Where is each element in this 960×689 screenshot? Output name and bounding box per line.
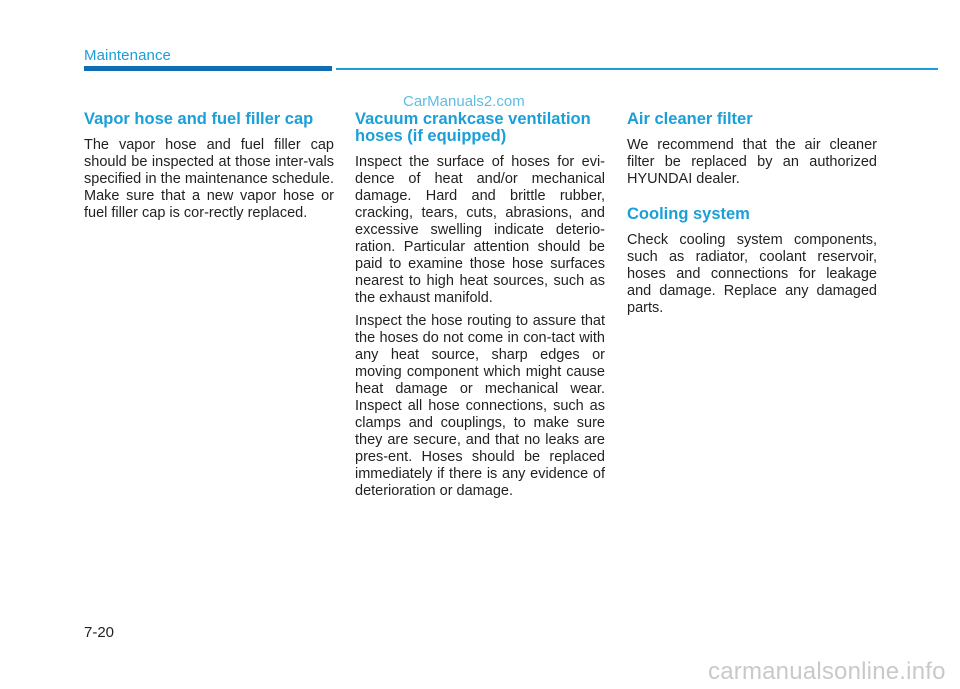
heading-air-cleaner: Air cleaner filter xyxy=(627,110,753,128)
header-rule-thin xyxy=(336,68,938,70)
paragraph-crankcase-2: Inspect the hose routing to assure that the hoses do not come in con-tact with any heat source, sharp edges or moving component which might cause heat damage or mechanical wear. Inspect all hose connections, such as clamps and couplings, to make sure they are secure, and that no leaks are pres-ent. Hoses should be replaced immediately if there is any evidence of deterioration or damage. xyxy=(355,313,605,499)
watermark-top: CarManuals2.com xyxy=(403,93,525,110)
header-rule-thick xyxy=(84,66,332,71)
heading-vapor-hose: Vapor hose and fuel filler cap xyxy=(84,110,314,128)
paragraph-vapor-hose: The vapor hose and fuel filler cap should be inspected at those inter-vals specified in the maintenance schedule. Make sure that a new vapor hose or fuel filler cap is cor-rectly replaced. xyxy=(84,137,334,221)
heading-crankcase-ventilation: Vacuum crankcase ventilation hoses (if equipped) xyxy=(355,110,591,145)
section-title: Maintenance xyxy=(84,47,171,64)
column-air-cooling xyxy=(627,111,877,323)
column-vapor-hose xyxy=(84,111,334,228)
column-crankcase-ventilation xyxy=(355,111,605,506)
paragraph-crankcase-1: Inspect the surface of hoses for evi-dence of heat and/or mechanical damage. Hard and brittle rubber, cracking, tears, cuts, abrasions, and excessive swelling indicate deterio-ration. Particular attention should be paid to examine those hose surfaces nearest to high heat sources, such as the exhaust manifold. xyxy=(355,154,605,306)
paragraph-cooling-system: Check cooling system components, such as radiator, coolant reservoir, hoses and connections for leakage and damage. Replace any damaged parts. xyxy=(627,232,877,316)
paragraph-air-cleaner: We recommend that the air cleaner filter be replaced by an authorized HYUNDAI dealer. xyxy=(627,137,877,187)
heading-cooling-system: Cooling system xyxy=(627,205,750,223)
watermark-bottom: carmanualsonline.info xyxy=(708,658,946,685)
page-number: 7-20 xyxy=(84,624,115,641)
